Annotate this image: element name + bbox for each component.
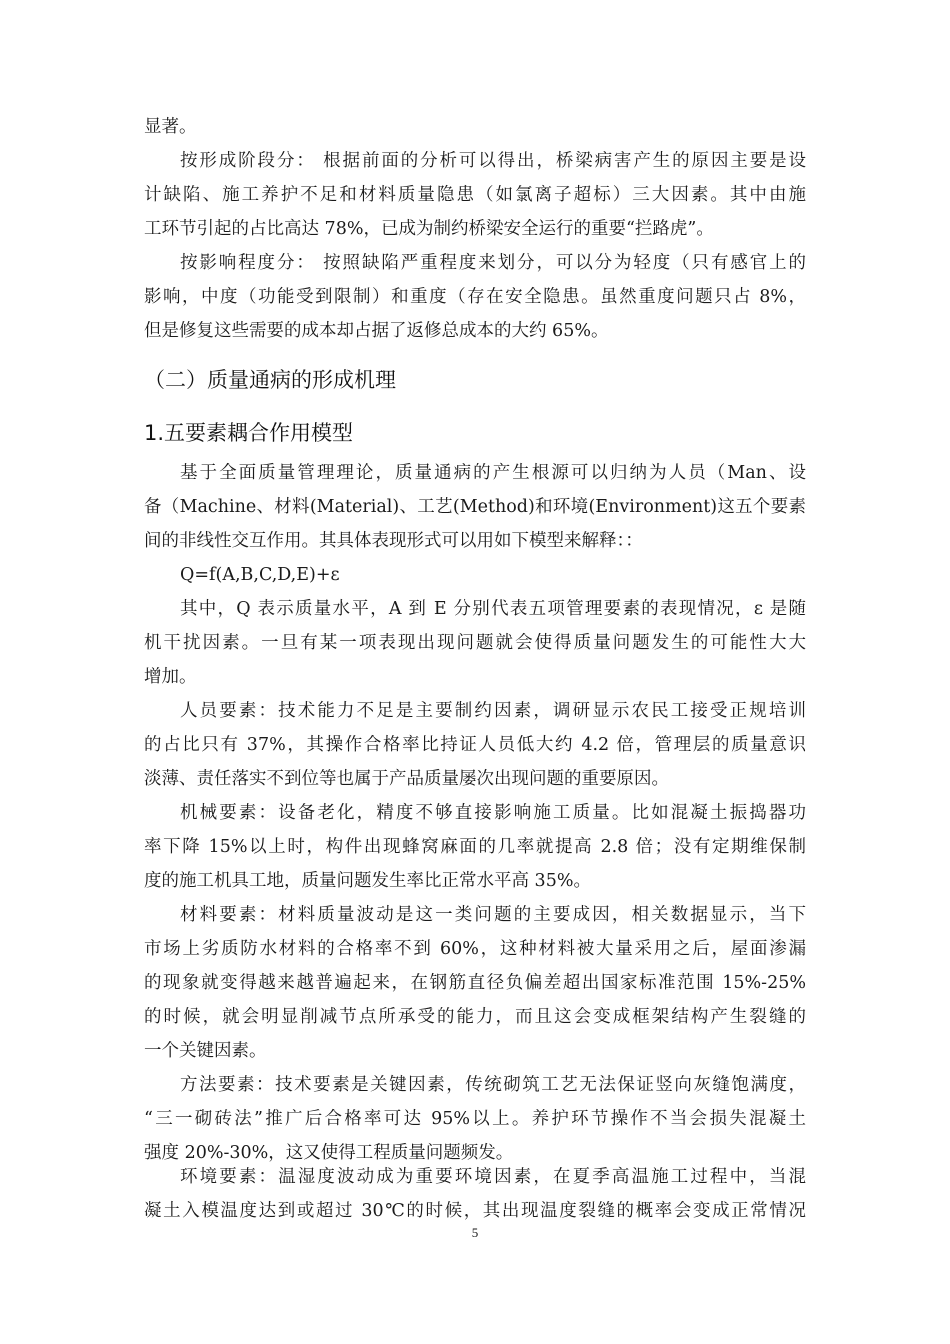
paragraph-line: 人员要素：技术能力不足是主要制约因素，调研显示农民工接受正规培训 <box>180 701 806 721</box>
paragraph-line: 材料要素：材料质量波动是这一类问题的主要成因，相关数据显示，当下 <box>180 905 806 925</box>
paragraph-line: 其中，Q 表示质量水平，A 到 E 分别代表五项管理要素的表现情况，ε 是随 <box>180 599 806 619</box>
paragraph-line: 增加。 <box>144 667 197 687</box>
paragraph-line: 但是修复这些需要的成本却占据了返修总成本的大约 65%。 <box>144 321 609 341</box>
subsection-heading: 1.五要素耦合作用模型 <box>144 421 354 445</box>
paragraph-line: 的现象就变得越来越普遍起来，在钢筋直径负偏差超出国家标准范围 15%-25% <box>144 973 806 993</box>
section-heading: （二）质量通病的形成机理 <box>144 368 396 392</box>
paragraph-line: 的时候，就会明显削减节点所承受的能力，而且这会变成框架结构产生裂缝的 <box>144 1007 806 1027</box>
paragraph-line: 淡薄、责任落实不到位等也属于产品质量屡次出现问题的重要原因。 <box>144 769 669 789</box>
paragraph-line: 一个关键因素。 <box>144 1041 267 1061</box>
paragraph-line: 间的非线性交互作用。其具体表现形式可以用如下模型来解释：： <box>144 531 643 551</box>
paragraph-line: 凝土入模温度达到或超过 30℃的时候，其出现温度裂缝的概率会变成正常情况 <box>144 1201 806 1221</box>
paragraph-line: 按形成阶段分： 根据前面的分析可以得出，桥梁病害产生的原因主要是设 <box>180 151 806 171</box>
paragraph-line: 环境要素：温湿度波动成为重要环境因素，在夏季高温施工过程中，当混 <box>180 1167 806 1187</box>
paragraph-line: “三一砌砖法”推广后合格率可达 95%以上。养护环节操作不当会损失混凝土 <box>144 1109 806 1129</box>
paragraph-line: 机械要素：设备老化，精度不够直接影响施工质量。比如混凝土振捣器功 <box>180 803 806 823</box>
paragraph-line: 市场上劣质防水材料的合格率不到 60%，这种材料被大量采用之后，屋面渗漏 <box>144 939 806 959</box>
paragraph-line: 备（Machine、材料(Material)、工艺(Method)和环境(Environment)这五个要素 <box>144 497 806 517</box>
paragraph-line: 机干扰因素。一旦有某一项表现出现问题就会使得质量问题发生的可能性大大 <box>144 633 806 653</box>
paragraph-line: 方法要素：技术要素是关键因素，传统砌筑工艺无法保证竖向灰缝饱满度， <box>180 1075 806 1095</box>
paragraph-line: 度的施工机具工地，质量问题发生率比正常水平高 35%。 <box>144 871 591 891</box>
paragraph-line: 强度 20%-30%，这又使得工程质量问题频发。 <box>144 1143 514 1163</box>
paragraph-line: 的占比只有 37%，其操作合格率比持证人员低大约 4.2 倍，管理层的质量意识 <box>144 735 806 755</box>
paragraph-line: 按影响程度分： 按照缺陷严重程度来划分，可以分为轻度（只有感官上的 <box>180 253 806 273</box>
page-number: 5 <box>471 1225 479 1240</box>
paragraph-line: 影响，中度（功能受到限制）和重度（存在安全隐患。虽然重度问题只占 8%， <box>144 287 806 307</box>
paragraph-line: 工环节引起的占比高达 78%，已成为制约桥梁安全运行的重要“拦路虎”。 <box>144 219 714 239</box>
paragraph-line: 计缺陷、施工养护不足和材料质量隐患（如氯离子超标）三大因素。其中由施 <box>144 185 806 205</box>
paragraph-line: 显著。 <box>144 117 197 137</box>
formula-line: Q=f(A,B,C,D,E)+ε <box>180 565 340 585</box>
paragraph-line: 率下降 15%以上时，构件出现蜂窝麻面的几率就提高 2.8 倍；没有定期维保制 <box>144 837 806 857</box>
paragraph-line: 基于全面质量管理理论，质量通病的产生根源可以归纳为人员（Man、设 <box>180 463 806 483</box>
